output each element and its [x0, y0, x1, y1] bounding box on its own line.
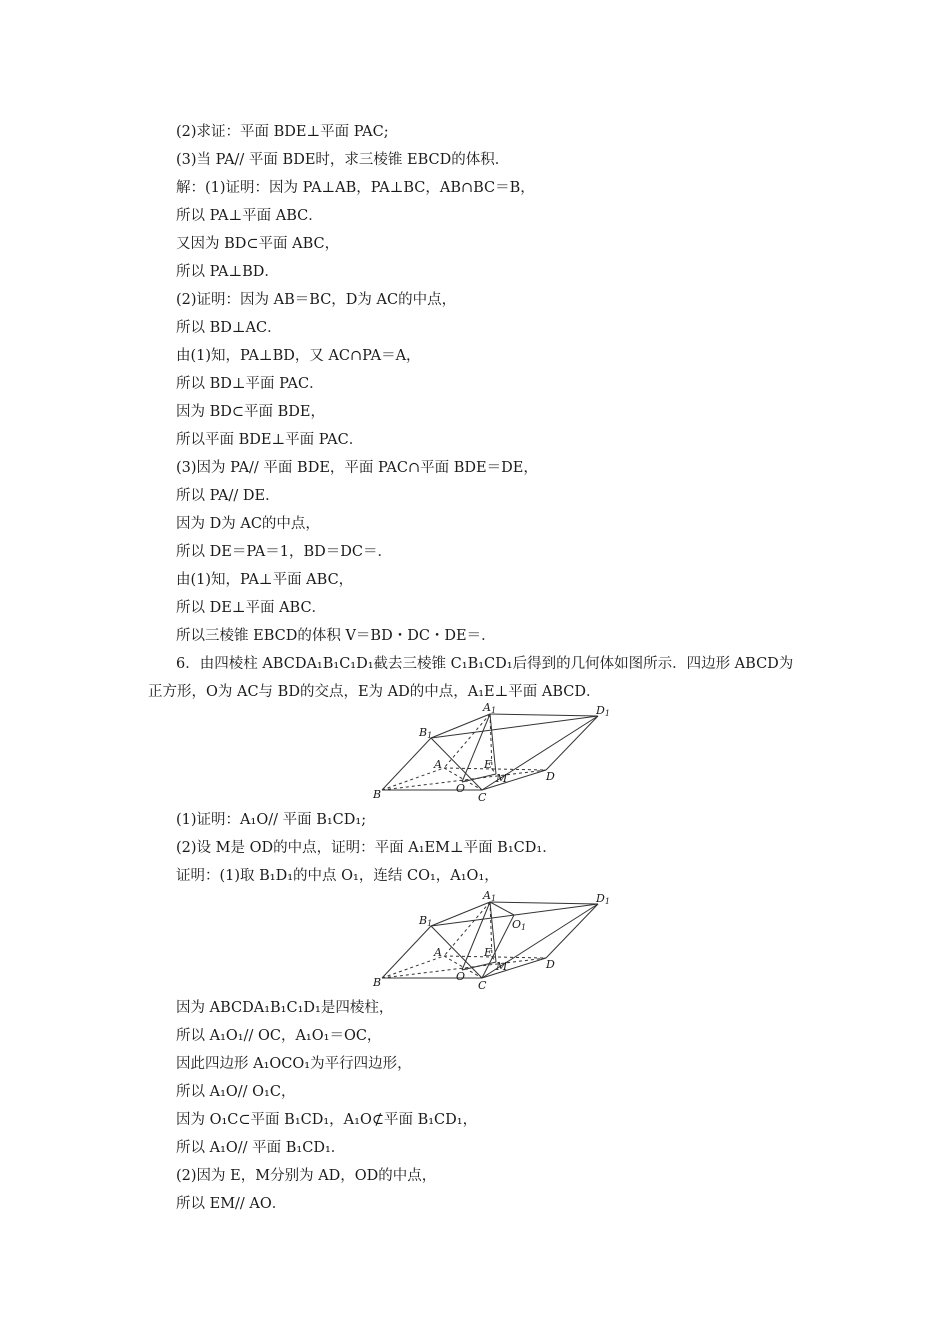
text-line: 所以 PA// DE． — [176, 488, 280, 504]
problem-6-statement: 6．由四棱柱 ABCDA₁B₁C₁D₁截去三棱锥 C₁B₁CD₁后得到的几何体如图所示．四边形 ABCD为 — [176, 656, 794, 672]
label-d: D — [546, 770, 555, 783]
geometry-figure-1 — [370, 702, 620, 804]
edge-cd — [482, 958, 546, 978]
edge-d1d — [546, 716, 598, 770]
label-d: D — [546, 958, 555, 971]
label-d1: D1 — [596, 892, 610, 906]
edge-b1d1 — [431, 716, 598, 738]
text-line: 所以 DE＝PA＝1，BD＝DC＝． — [176, 544, 392, 560]
geometry-figure-2 — [370, 890, 620, 992]
label-a: A — [434, 946, 442, 959]
text-line: 因为 BD⊂平面 BDE， — [176, 404, 326, 420]
edge-cd — [482, 770, 546, 790]
text-line: 因为 O₁C⊂平面 B₁CD₁，A₁O⊄平面 B₁CD₁， — [176, 1112, 478, 1128]
edge-a1d1 — [490, 714, 598, 716]
label-e: E — [484, 946, 493, 959]
text-line: (3)因为 PA// 平面 BDE，平面 PAC∩平面 BDE＝DE， — [176, 460, 538, 476]
text-line: 所以 BD⊥AC． — [176, 320, 282, 336]
label-o: O — [456, 970, 466, 983]
label-d1: D1 — [596, 704, 610, 718]
label-b: B — [373, 976, 382, 989]
text-line: 所以 EM// AO． — [176, 1196, 287, 1212]
text-line: (2)设 M是 OD的中点，证明：平面 A₁EM⊥平面 B₁CD₁． — [176, 840, 557, 856]
text-line: 解：(1)证明：因为 PA⊥AB，PA⊥BC，AB∩BC＝B， — [176, 180, 535, 196]
label-o1: O1 — [512, 918, 527, 932]
label-a: A — [434, 758, 442, 771]
text-line: (2)证明：因为 AB＝BC，D为 AC的中点， — [176, 292, 457, 308]
text-line: (3)当 PA// 平面 BDE时，求三棱锥 EBCD的体积． — [176, 152, 510, 168]
text-line: 又因为 BD⊂平面 ABC， — [176, 236, 340, 252]
text-line: 因此四边形 A₁OCO₁为平行四边形， — [176, 1056, 412, 1072]
text-line: 所以 A₁O// 平面 B₁CD₁． — [176, 1140, 346, 1156]
text-line: 所以三棱锥 EBCD的体积 V＝BD・DC・DE＝． — [176, 628, 496, 644]
edge-d1d — [546, 904, 598, 958]
problem-6-statement-cont: 正方形，O为 AC与 BD的交点，E为 AD的中点，A₁E⊥平面 ABCD． — [148, 684, 601, 700]
label-e: E — [484, 758, 493, 771]
label-b: B — [373, 788, 382, 801]
text-line: 所以 BD⊥平面 PAC． — [176, 376, 324, 392]
polyhedron-diagram-with-o1 — [370, 890, 620, 992]
edge-bb1 — [382, 738, 431, 790]
label-m: M — [496, 772, 508, 785]
label-a1: A1 — [483, 702, 497, 715]
text-line: (2)因为 E，M分别为 AD，OD的中点， — [176, 1168, 437, 1184]
edge-bb1 — [382, 926, 431, 978]
label-m: M — [496, 960, 508, 973]
text-line: 由(1)知，PA⊥BD，又 AC∩PA＝A， — [176, 348, 421, 364]
label-a1: A1 — [483, 890, 497, 903]
label-b1: B1 — [419, 914, 433, 928]
text-line: 所以 DE⊥平面 ABC． — [176, 600, 327, 616]
text-line: 所以 PA⊥BD． — [176, 264, 279, 280]
text-line: 所以 A₁O₁// OC，A₁O₁＝OC， — [176, 1028, 382, 1044]
polyhedron-diagram — [370, 702, 620, 804]
text-line: (1)证明：A₁O// 平面 B₁CD₁; — [176, 812, 367, 828]
text-line: 因为 ABCDA₁B₁C₁D₁是四棱柱， — [176, 1000, 394, 1016]
label-c: C — [478, 791, 487, 804]
text-line: 证明：(1)取 B₁D₁的中点 O₁，连结 CO₁，A₁O₁， — [176, 868, 499, 884]
edge-a1o1 — [490, 902, 514, 915]
text-line: (2)求证：平面 BDE⊥平面 PAC; — [176, 124, 389, 140]
text-line: 所以平面 BDE⊥平面 PAC． — [176, 432, 364, 448]
text-line: 所以 A₁O// O₁C， — [176, 1084, 296, 1100]
text-line: 因为 D为 AC的中点， — [176, 516, 320, 532]
edge-a1d1 — [490, 902, 598, 904]
label-b1: B1 — [419, 726, 433, 740]
label-c: C — [478, 979, 487, 992]
label-o: O — [456, 782, 466, 795]
text-line: 所以 PA⊥平面 ABC． — [176, 208, 323, 224]
text-line: 由(1)知，PA⊥平面 ABC， — [176, 572, 354, 588]
